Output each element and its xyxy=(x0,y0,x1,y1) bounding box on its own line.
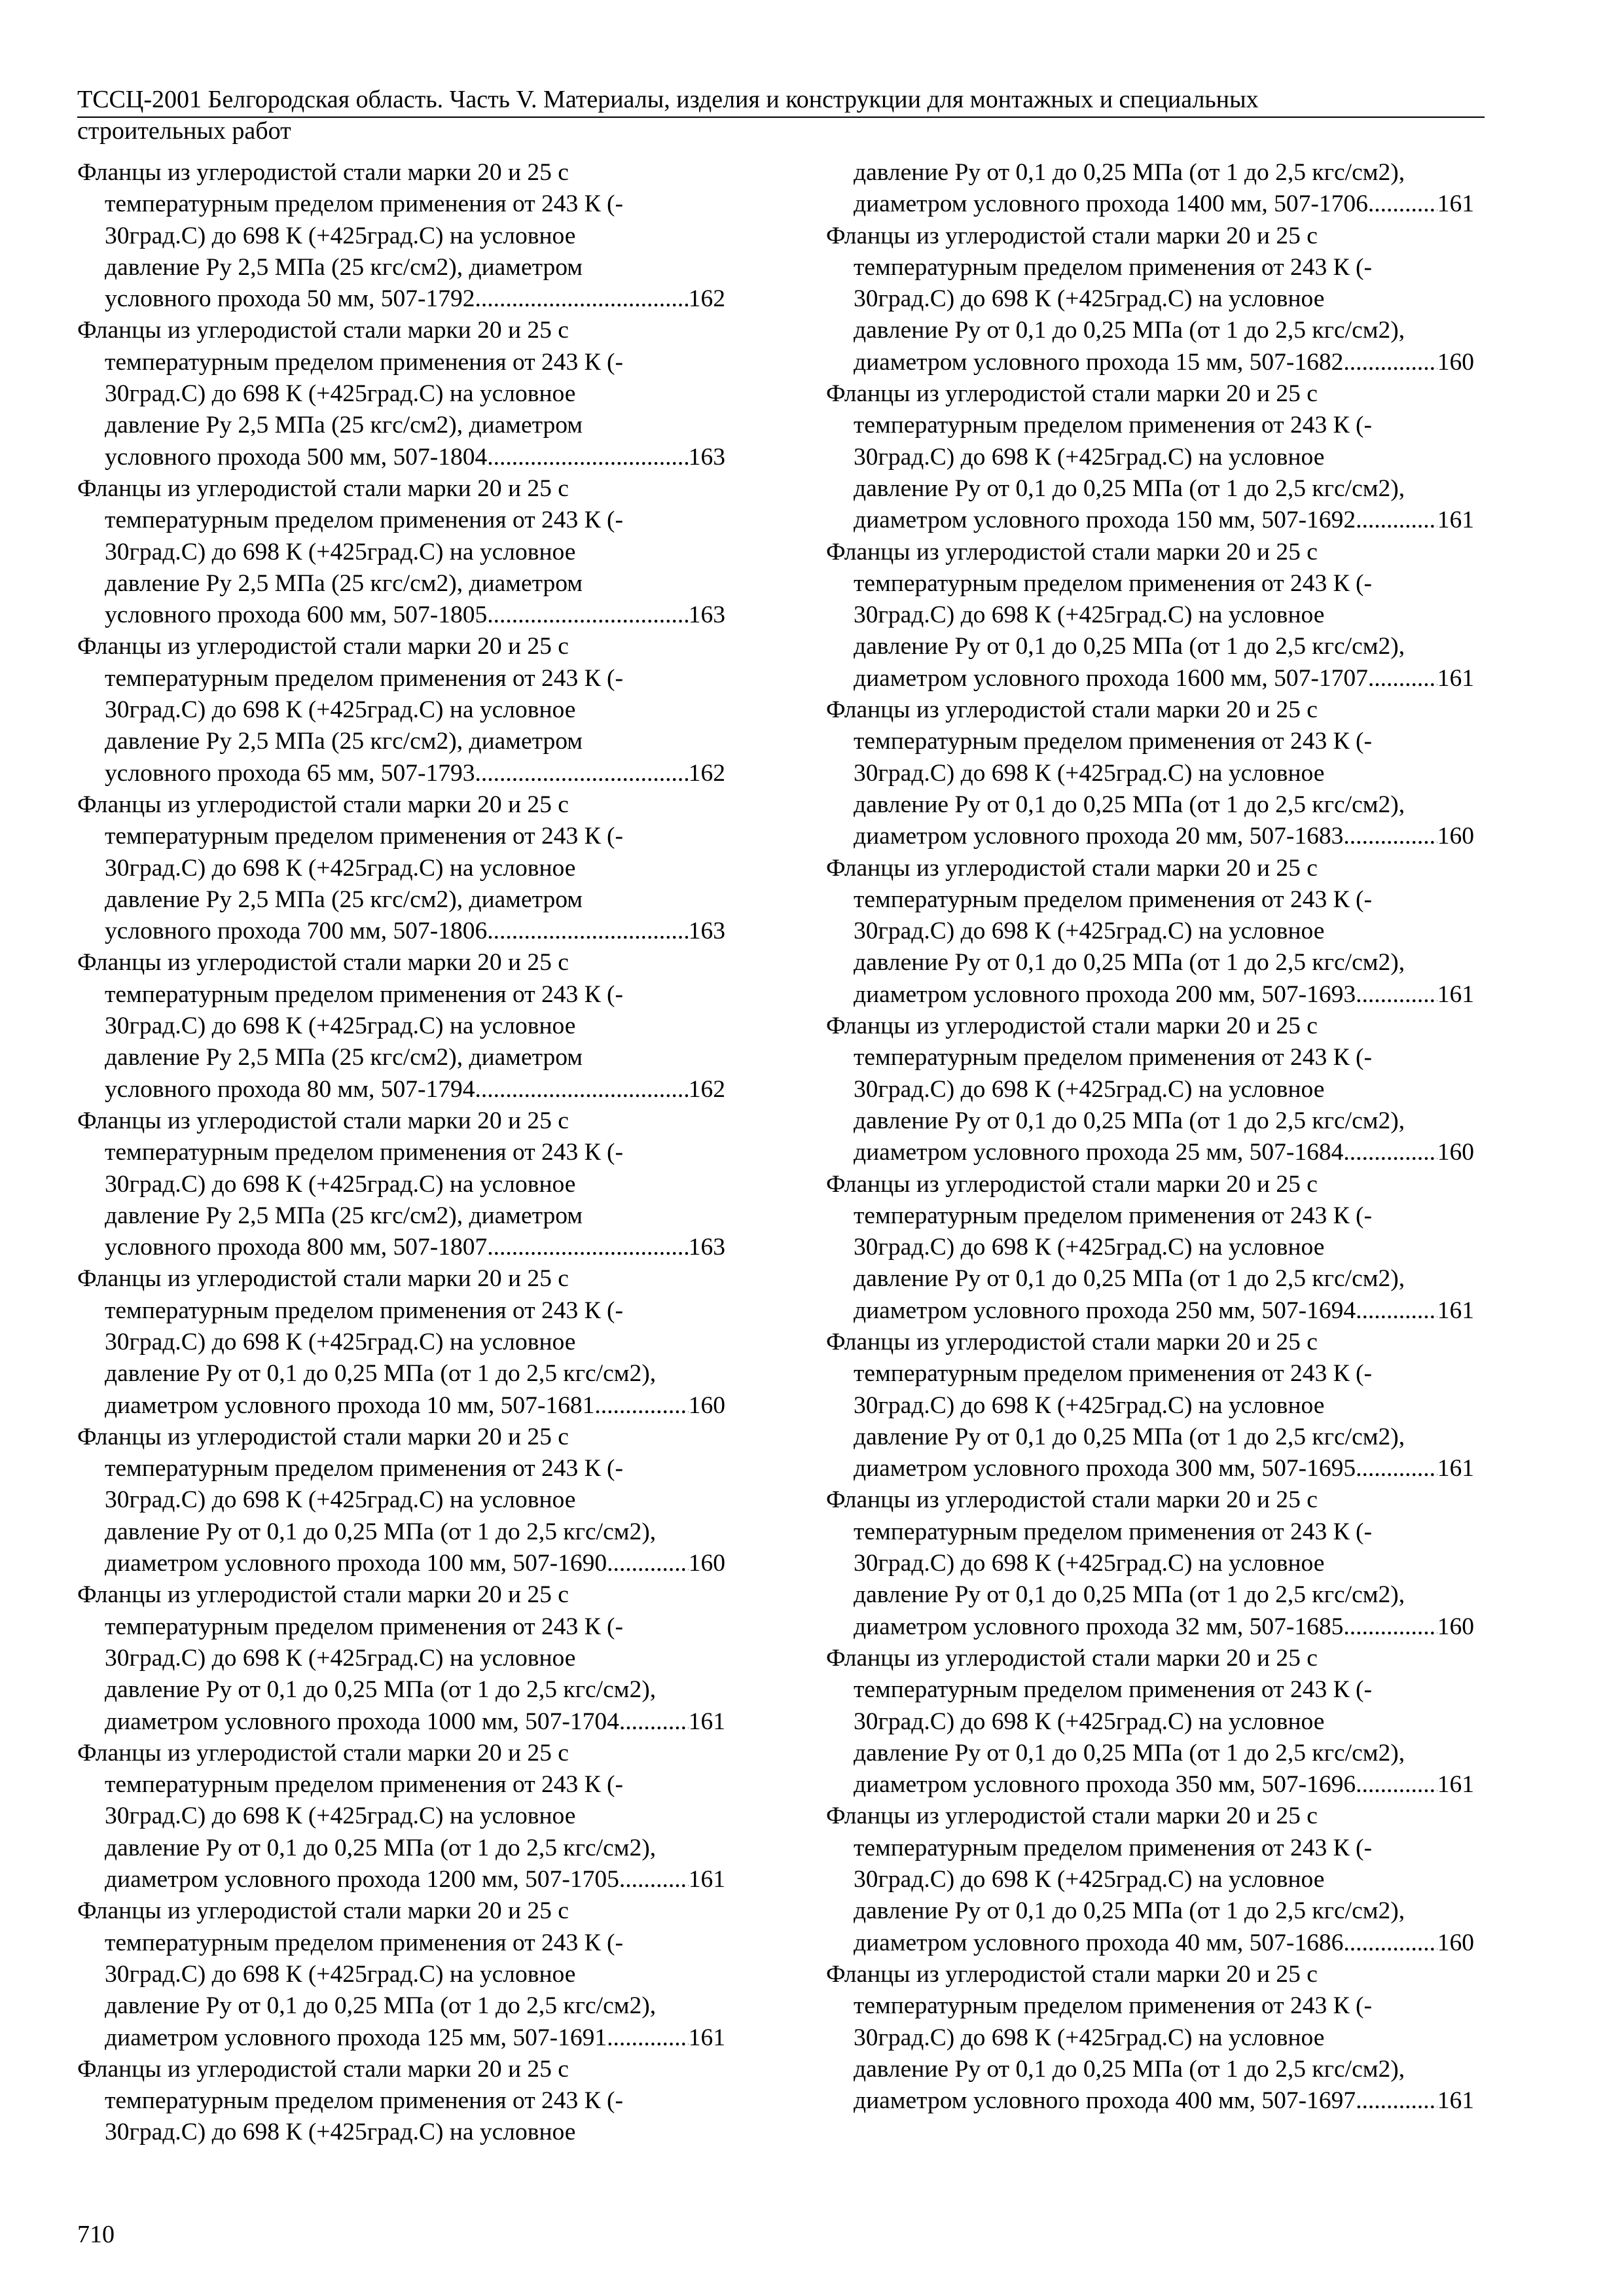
entry-line: Фланцы из углеродистой стали марки 20 и 25 с xyxy=(77,159,569,186)
dot-leader xyxy=(1343,821,1437,852)
entry-line: температурным пределом применения от 243 К (- xyxy=(854,1044,1372,1071)
dot-leader xyxy=(607,2022,689,2054)
entry-line: температурным пределом применения от 243 К (- xyxy=(105,1929,623,1956)
index-entry xyxy=(77,1738,725,1895)
dot-leader xyxy=(1356,1769,1437,1801)
dot-leader xyxy=(1356,505,1437,536)
entry-page-number: 163 xyxy=(688,1234,725,1261)
entry-last-line xyxy=(77,1074,725,1105)
entry-line: 30град.С) до 698 К (+425град.С) на условное xyxy=(854,443,1325,471)
entry-page-number: 160 xyxy=(1437,1929,1474,1956)
entry-last-line xyxy=(826,1769,1474,1801)
index-column-left xyxy=(77,157,725,2149)
entry-line: Фланцы из углеродистой стали марки 20 и 25 с xyxy=(77,949,569,977)
entry-line: давление Ру от 0,1 до 0,25 МПа (от 1 до 2,5 кгс/см2), xyxy=(105,1992,657,2020)
entry-line: Фланцы из углеродистой стали марки 20 и 25 с xyxy=(77,475,569,502)
entry-page-number: 160 xyxy=(1437,1613,1474,1640)
index-entry xyxy=(826,157,1474,221)
index-entry xyxy=(77,1579,725,1737)
entry-page-number: 163 xyxy=(688,443,725,471)
entry-line: температурным пределом применения от 243 К (- xyxy=(854,886,1372,913)
entry-line: 30град.С) до 698 К (+425град.С) на условное xyxy=(105,538,576,565)
entry-line: 30град.С) до 698 К (+425град.С) на условное xyxy=(105,1960,576,1988)
entry-line: давление Ру от 0,1 до 0,25 МПа (от 1 до 2,5 кгс/см2), xyxy=(854,159,1405,186)
dot-leader xyxy=(1356,979,1437,1011)
entry-last-line xyxy=(826,188,1474,220)
entry-page-number: 161 xyxy=(1437,1297,1474,1324)
entry-last-line xyxy=(77,1864,725,1895)
entry-line: Фланцы из углеродистой стали марки 20 и 25 с xyxy=(826,538,1318,565)
entry-designation: диаметром условного прохода 10 мм, 507-1681 xyxy=(105,1391,595,1419)
entry-line: 30град.С) до 698 К (+425град.С) на условное xyxy=(854,601,1325,629)
entry-last-line xyxy=(826,663,1474,694)
entry-designation: диаметром условного прохода 350 мм, 507-1696 xyxy=(854,1771,1356,1799)
entry-line: Фланцы из углеродистой стали марки 20 и 25 с xyxy=(826,1328,1318,1355)
index-entry xyxy=(77,473,725,631)
entry-designation: диаметром условного прохода 32 мм, 507-1685 xyxy=(854,1613,1344,1640)
entry-line: давление Ру от 0,1 до 0,25 МПа (от 1 до 2,5 кгс/см2), xyxy=(854,1739,1405,1767)
entry-line: 30град.С) до 698 К (+425град.С) на условное xyxy=(854,918,1325,945)
entry-last-line xyxy=(77,442,725,473)
entry-designation: диаметром условного прохода 1400 мм, 507-1706 xyxy=(854,190,1368,218)
entry-designation: диаметром условного прохода 25 мм, 507-1684 xyxy=(854,1139,1344,1166)
entry-line: температурным пределом применения от 243 К (- xyxy=(105,190,623,218)
entry-page-number: 163 xyxy=(688,601,725,629)
entry-line: температурным пределом применения от 243 К (- xyxy=(105,664,623,692)
entry-line: 30град.С) до 698 К (+425град.С) на условное xyxy=(105,1328,576,1355)
entry-last-line xyxy=(826,821,1474,852)
entry-last-line xyxy=(826,1295,1474,1327)
entry-designation: диаметром условного прохода 150 мм, 507-1692 xyxy=(854,507,1356,534)
entry-line: 30град.С) до 698 К (+425град.С) на условное xyxy=(105,1486,576,1514)
entry-line: 30град.С) до 698 К (+425град.С) на условное xyxy=(854,1866,1325,1893)
dot-leader xyxy=(607,1548,689,1579)
entry-line: 30град.С) до 698 К (+425град.С) на условное xyxy=(105,380,576,408)
dot-leader xyxy=(487,916,688,947)
entry-line: Фланцы из углеродистой стали марки 20 и 25 с xyxy=(77,1897,569,1925)
entry-line: давление Ру 2,5 МПа (25 кгс/см2), диаметром xyxy=(105,1202,583,1229)
entry-page-number: 163 xyxy=(688,918,725,945)
index-entry xyxy=(77,1263,725,1421)
entry-last-line xyxy=(77,600,725,631)
entry-line: температурным пределом применения от 243 К (- xyxy=(854,1518,1372,1545)
entry-line: давление Ру от 0,1 до 0,25 МПа (от 1 до 2,5 кгс/см2), xyxy=(105,1834,657,1861)
entry-designation: условного прохода 50 мм, 507-1792 xyxy=(105,285,475,313)
entry-line: давление Ру от 0,1 до 0,25 МПа (от 1 до 2,5 кгс/см2), xyxy=(854,633,1405,660)
entry-line: 30град.С) до 698 К (+425град.С) на условное xyxy=(854,2024,1325,2051)
entry-last-line xyxy=(826,1453,1474,1484)
dot-leader xyxy=(475,1074,689,1105)
entry-designation: диаметром условного прохода 300 мм, 507-1695 xyxy=(854,1455,1356,1482)
entry-line: температурным пределом применения от 243 К (- xyxy=(854,412,1372,439)
entry-last-line xyxy=(826,1611,1474,1643)
dot-leader xyxy=(1356,2085,1437,2117)
entry-line: 30град.С) до 698 К (+425град.С) на условное xyxy=(105,1803,576,1830)
dot-leader xyxy=(487,1232,688,1263)
entry-line: Фланцы из углеродистой стали марки 20 и 25 с xyxy=(826,696,1318,724)
entry-last-line xyxy=(77,2022,725,2054)
index-entry xyxy=(826,1801,1474,1958)
entry-last-line xyxy=(826,2085,1474,2117)
entry-designation: условного прохода 800 мм, 507-1807 xyxy=(105,1234,488,1261)
entry-line: температурным пределом применения от 243 К (- xyxy=(105,980,623,1008)
entry-line: давление Ру 2,5 МПа (25 кгс/см2), диаметром xyxy=(105,569,583,597)
index-entry xyxy=(826,694,1474,852)
entry-line: 30град.С) до 698 К (+425град.С) на условное xyxy=(105,1013,576,1040)
entry-page-number: 161 xyxy=(1437,507,1474,534)
dot-leader xyxy=(619,1864,689,1895)
entry-page-number: 162 xyxy=(688,285,725,313)
entry-line: 30град.С) до 698 К (+425град.С) на условное xyxy=(854,1075,1325,1103)
entry-line: Фланцы из углеродистой стали марки 20 и 25 с xyxy=(826,380,1318,408)
entry-line: давление Ру 2,5 МПа (25 кгс/см2), диаметром xyxy=(105,253,583,281)
entry-last-line xyxy=(826,1928,1474,1959)
entry-line: давление Ру от 0,1 до 0,25 МПа (от 1 до 2,5 кгс/см2), xyxy=(854,475,1405,502)
entry-line: давление Ру от 0,1 до 0,25 МПа (от 1 до 2,5 кгс/см2), xyxy=(854,317,1405,344)
entry-line: температурным пределом применения от 243 К (- xyxy=(854,1834,1372,1861)
header-line-2: строительных работ xyxy=(77,117,291,145)
entry-line: температурным пределом применения от 243 К (- xyxy=(854,1676,1372,1704)
entry-line: Фланцы из углеродистой стали марки 20 и 25 с xyxy=(77,2055,569,2083)
dot-leader xyxy=(1343,347,1437,378)
index-entry xyxy=(77,157,725,315)
entry-line: давление Ру от 0,1 до 0,25 МПа (от 1 до 2,5 кгс/см2), xyxy=(105,1518,657,1545)
index-entry xyxy=(77,947,725,1105)
entry-page-number: 160 xyxy=(1437,348,1474,376)
entry-line: давление Ру от 0,1 до 0,25 МПа (от 1 до 2,5 кгс/см2), xyxy=(854,1265,1405,1293)
entry-line: температурным пределом применения от 243 К (- xyxy=(854,1360,1372,1388)
entry-designation: диаметром условного прохода 20 мм, 507-1683 xyxy=(854,823,1344,850)
header-rule xyxy=(77,117,1485,118)
entry-line: Фланцы из углеродистой стали марки 20 и 25 с xyxy=(77,791,569,818)
page-number: 710 xyxy=(77,2221,115,2248)
entry-line: температурным пределом применения от 243 К (- xyxy=(854,253,1372,281)
entry-line: Фланцы из углеродистой стали марки 20 и 25 с xyxy=(77,633,569,660)
index-entry xyxy=(826,1169,1474,1327)
entry-line: температурным пределом применения от 243 К (- xyxy=(105,1455,623,1482)
entry-last-line xyxy=(77,916,725,947)
index-entry xyxy=(826,1643,1474,1801)
entry-page-number: 160 xyxy=(688,1550,725,1577)
entry-line: 30град.С) до 698 К (+425град.С) на условное xyxy=(105,1644,576,1672)
entry-line: давление Ру 2,5 МПа (25 кгс/см2), диаметром xyxy=(105,728,583,755)
entry-line: 30град.С) до 698 К (+425град.С) на условное xyxy=(105,1170,576,1198)
entry-designation: условного прохода 65 мм, 507-1793 xyxy=(105,759,475,787)
entry-page-number: 161 xyxy=(1437,664,1474,692)
index-entry xyxy=(826,1011,1474,1168)
entry-line: температурным пределом применения от 243 К (- xyxy=(105,1771,623,1799)
dot-leader xyxy=(1343,1928,1437,1959)
index-entry xyxy=(77,2054,725,2149)
entry-designation: диаметром условного прохода 1000 мм, 507-1704 xyxy=(105,1708,619,1735)
entry-last-line xyxy=(826,979,1474,1011)
entry-line: температурным пределом применения от 243 К (- xyxy=(105,2087,623,2115)
entry-line: температурным пределом применения от 243 К (- xyxy=(105,348,623,376)
entry-page-number: 160 xyxy=(688,1391,725,1419)
entry-last-line xyxy=(77,758,725,789)
entry-line: Фланцы из углеродистой стали марки 20 и 25 с xyxy=(826,1170,1318,1198)
dot-leader xyxy=(1356,1453,1437,1484)
dot-leader xyxy=(1343,1137,1437,1168)
entry-designation: диаметром условного прохода 1200 мм, 507-1705 xyxy=(105,1866,619,1893)
index-entry xyxy=(826,1484,1474,1642)
entry-last-line xyxy=(826,347,1474,378)
entry-line: давление Ру от 0,1 до 0,25 МПа (от 1 до 2,5 кгс/см2), xyxy=(105,1676,657,1704)
entry-line: 30град.С) до 698 К (+425град.С) на условное xyxy=(105,696,576,724)
entry-line: температурным пределом применения от 243 К (- xyxy=(105,1297,623,1324)
entry-line: температурным пределом применения от 243 К (- xyxy=(105,1613,623,1640)
entry-line: давление Ру от 0,1 до 0,25 МПа (от 1 до 2,5 кгс/см2), xyxy=(854,1581,1405,1609)
index-column-right xyxy=(826,157,1474,2117)
header-line-1: ТССЦ-2001 Белгородская область. Часть V. Материалы, изделия и конструкции для монтажных и специальных xyxy=(77,86,1259,113)
entry-line: 30град.С) до 698 К (+425град.С) на условное xyxy=(105,222,576,249)
index-entry xyxy=(77,1105,725,1263)
entry-line: Фланцы из углеродистой стали марки 20 и 25 с xyxy=(77,1739,569,1767)
entry-line: 30град.С) до 698 К (+425град.С) на условное xyxy=(854,1708,1325,1735)
entry-line: 30град.С) до 698 К (+425град.С) на условное xyxy=(854,1234,1325,1261)
entry-line: давление Ру от 0,1 до 0,25 МПа (от 1 до 2,5 кгс/см2), xyxy=(105,1360,657,1388)
entry-last-line xyxy=(77,1390,725,1422)
entry-line: температурным пределом применения от 243 К (- xyxy=(854,1202,1372,1229)
index-entry xyxy=(826,378,1474,536)
index-entry xyxy=(826,537,1474,694)
entry-line: 30град.С) до 698 К (+425град.С) на условное xyxy=(854,1391,1325,1419)
entry-last-line xyxy=(826,505,1474,536)
entry-line: 30град.С) до 698 К (+425град.С) на условное xyxy=(854,1550,1325,1577)
entry-line: Фланцы из углеродистой стали марки 20 и 25 с xyxy=(77,317,569,344)
entry-page-number: 161 xyxy=(688,1708,725,1735)
dot-leader xyxy=(619,1706,689,1738)
entry-designation: условного прохода 80 мм, 507-1794 xyxy=(105,1075,475,1103)
entry-page-number: 160 xyxy=(1437,1139,1474,1166)
entry-line: Фланцы из углеродистой стали марки 20 и 25 с xyxy=(826,222,1318,249)
entry-page-number: 161 xyxy=(1437,980,1474,1008)
index-entry xyxy=(77,789,725,947)
entry-line: температурным пределом применения от 243 К (- xyxy=(105,507,623,534)
entry-designation: диаметром условного прохода 200 мм, 507-1693 xyxy=(854,980,1356,1008)
entry-line: давление Ру от 0,1 до 0,25 МПа (от 1 до 2,5 кгс/см2), xyxy=(854,1897,1405,1925)
entry-page-number: 161 xyxy=(688,1866,725,1893)
entry-page-number: 162 xyxy=(688,759,725,787)
entry-page-number: 161 xyxy=(1437,2087,1474,2115)
entry-line: Фланцы из углеродистой стали марки 20 и 25 с xyxy=(826,854,1318,882)
entry-line: давление Ру от 0,1 до 0,25 МПа (от 1 до 2,5 кгс/см2), xyxy=(854,1107,1405,1134)
index-entry xyxy=(826,221,1474,378)
entry-line: давление Ру от 0,1 до 0,25 МПа (от 1 до 2,5 кгс/см2), xyxy=(854,1423,1405,1450)
entry-last-line xyxy=(77,1548,725,1579)
entry-designation: условного прохода 600 мм, 507-1805 xyxy=(105,601,488,629)
entry-line: температурным пределом применения от 243 К (- xyxy=(854,569,1372,597)
index-entry xyxy=(77,1895,725,2053)
dot-leader xyxy=(475,283,689,315)
entry-page-number: 162 xyxy=(688,1075,725,1103)
index-entry xyxy=(826,1959,1474,2117)
entry-page-number: 161 xyxy=(1437,190,1474,218)
dot-leader xyxy=(475,758,689,789)
entry-line: Фланцы из углеродистой стали марки 20 и 25 с xyxy=(826,1013,1318,1040)
entry-line: давление Ру от 0,1 до 0,25 МПа (от 1 до 2,5 кгс/см2), xyxy=(854,949,1405,977)
entry-last-line xyxy=(826,1137,1474,1168)
entry-line: 30град.С) до 698 К (+425град.С) на условное xyxy=(854,285,1325,313)
dot-leader xyxy=(1343,1611,1437,1643)
entry-line: Фланцы из углеродистой стали марки 20 и 25 с xyxy=(77,1581,569,1609)
entry-page-number: 161 xyxy=(1437,1771,1474,1799)
entry-line: Фланцы из углеродистой стали марки 20 и 25 с xyxy=(826,1960,1318,1988)
index-entry xyxy=(77,315,725,473)
entry-line: 30град.С) до 698 К (+425град.С) на условное xyxy=(105,854,576,882)
entry-line: давление Ру 2,5 МПа (25 кгс/см2), диаметром xyxy=(105,886,583,913)
dot-leader xyxy=(487,442,688,473)
entry-last-line xyxy=(77,1706,725,1738)
entry-designation: диаметром условного прохода 400 мм, 507-1697 xyxy=(854,2087,1356,2115)
dot-leader xyxy=(1368,663,1437,694)
entry-line: температурным пределом применения от 243 К (- xyxy=(105,1139,623,1166)
dot-leader xyxy=(1368,188,1437,220)
entry-page-number: 161 xyxy=(1437,1455,1474,1482)
entry-page-number: 161 xyxy=(688,2024,725,2051)
entry-last-line xyxy=(77,1232,725,1263)
entry-designation: условного прохода 500 мм, 507-1804 xyxy=(105,443,488,471)
entry-line: 30град.С) до 698 К (+425град.С) на условное xyxy=(854,759,1325,787)
entry-line: давление Ру от 0,1 до 0,25 МПа (от 1 до 2,5 кгс/см2), xyxy=(854,2055,1405,2083)
entry-line: давление Ру от 0,1 до 0,25 МПа (от 1 до 2,5 кгс/см2), xyxy=(854,791,1405,818)
entry-designation: диаметром условного прохода 40 мм, 507-1686 xyxy=(854,1929,1344,1956)
index-entry xyxy=(826,1327,1474,1484)
entry-line: Фланцы из углеродистой стали марки 20 и 25 с xyxy=(826,1803,1318,1830)
entry-line: температурным пределом применения от 243 К (- xyxy=(854,1992,1372,2020)
index-entry xyxy=(826,853,1474,1011)
entry-designation: диаметром условного прохода 250 мм, 507-1694 xyxy=(854,1297,1356,1324)
entry-page-number: 160 xyxy=(1437,823,1474,850)
entry-line: Фланцы из углеродистой стали марки 20 и 25 с xyxy=(826,1644,1318,1672)
entry-line: давление Ру 2,5 МПа (25 кгс/см2), диаметром xyxy=(105,412,583,439)
entry-last-line xyxy=(77,283,725,315)
running-header xyxy=(77,84,1485,147)
entry-designation: диаметром условного прохода 125 мм, 507-1691 xyxy=(105,2024,607,2051)
entry-designation: диаметром условного прохода 1600 мм, 507-1707 xyxy=(854,664,1368,692)
entry-line: температурным пределом применения от 243 К (- xyxy=(105,823,623,850)
entry-line: Фланцы из углеродистой стали марки 20 и 25 с xyxy=(77,1423,569,1450)
entry-designation: диаметром условного прохода 100 мм, 507-1690 xyxy=(105,1550,607,1577)
entry-line: давление Ру 2,5 МПа (25 кгс/см2), диаметром xyxy=(105,1044,583,1071)
index-entry xyxy=(77,1422,725,1579)
entry-line: температурным пределом применения от 243 К (- xyxy=(854,728,1372,755)
entry-line: Фланцы из углеродистой стали марки 20 и 25 с xyxy=(826,1486,1318,1514)
entry-line: Фланцы из углеродистой стали марки 20 и 25 с xyxy=(77,1265,569,1293)
dot-leader xyxy=(487,600,688,631)
entry-line: Фланцы из углеродистой стали марки 20 и 25 с xyxy=(77,1107,569,1134)
dot-leader xyxy=(1356,1295,1437,1327)
index-entry xyxy=(77,631,725,789)
entry-line: 30град.С) до 698 К (+425град.С) на условное xyxy=(105,2119,576,2146)
dot-leader xyxy=(594,1390,688,1422)
entry-designation: диаметром условного прохода 15 мм, 507-1682 xyxy=(854,348,1344,376)
entry-designation: условного прохода 700 мм, 507-1806 xyxy=(105,918,488,945)
